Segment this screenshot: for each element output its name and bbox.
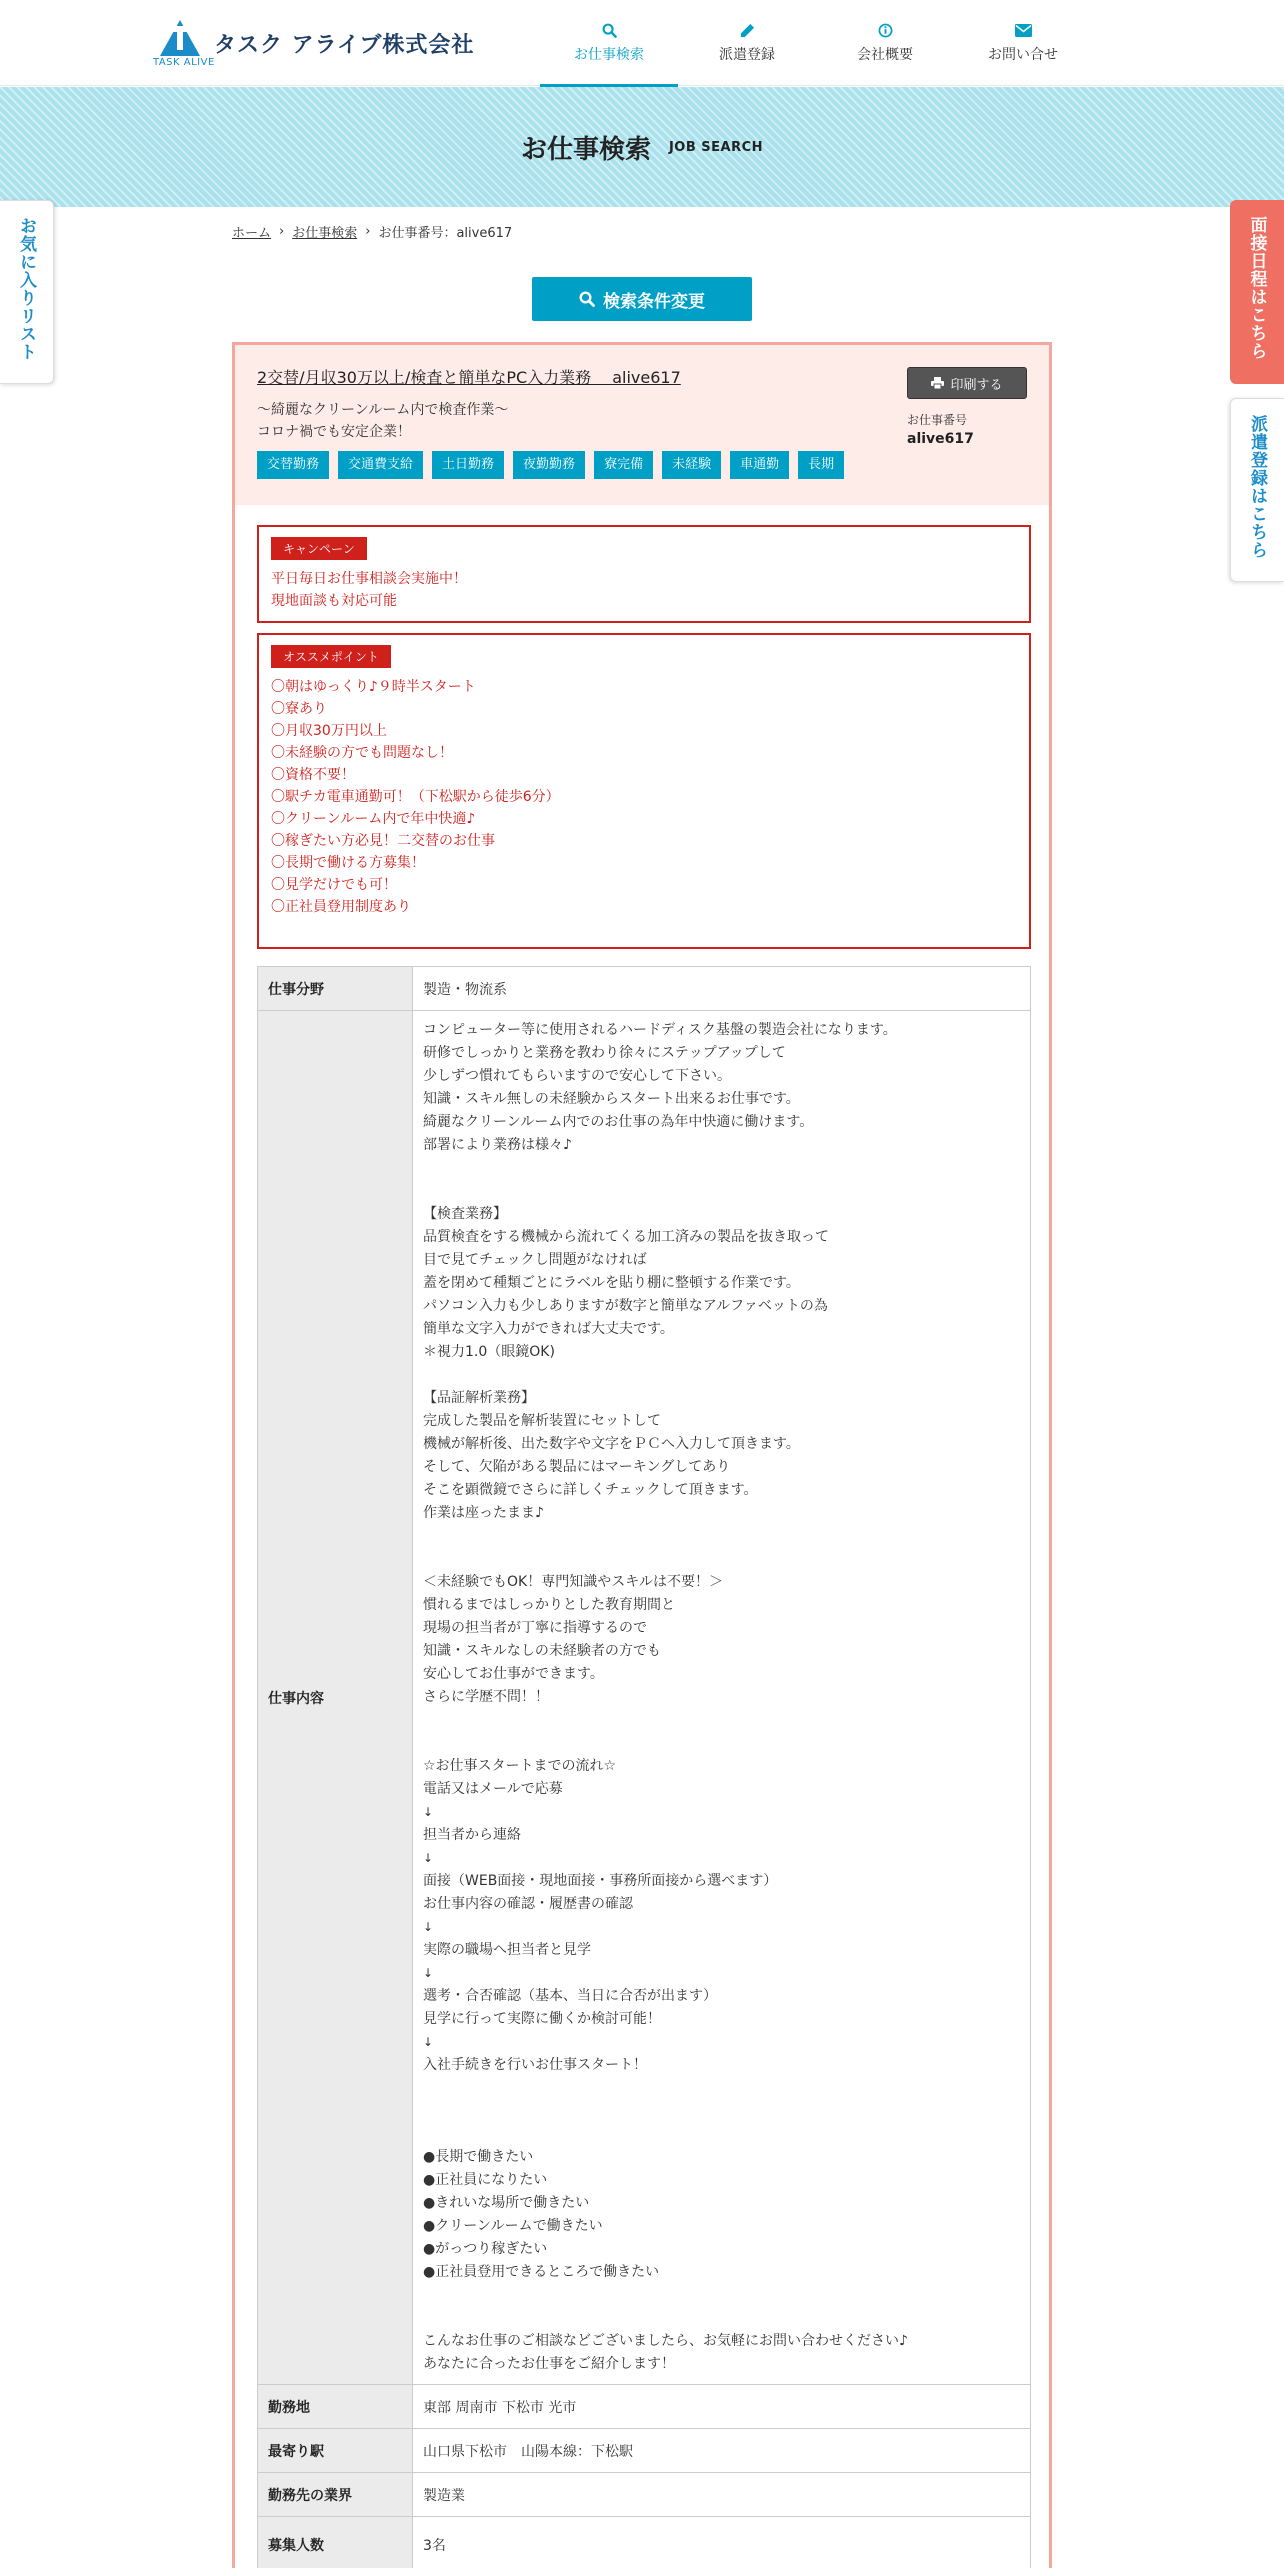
nav-company-profile[interactable] xyxy=(816,0,954,86)
search-icon xyxy=(579,291,595,307)
description-line: 知識・スキル無しの未経験からスタート出来るお仕事です。 xyxy=(423,1091,800,1107)
description-line: ↓ xyxy=(423,1920,434,1934)
job-subtitle-line: コロナ禍でも安定企業！ xyxy=(257,424,411,440)
breadcrumb-current: お仕事番号：alive617 xyxy=(378,226,513,241)
description-line xyxy=(423,1180,1020,1203)
nav-label: 会社概要 xyxy=(857,47,913,63)
table-row xyxy=(258,2473,1031,2517)
recommend-point: 〇正社員登用制度あり xyxy=(271,899,411,915)
description-line xyxy=(423,1548,1020,1571)
job-number: alive617 xyxy=(907,431,974,447)
recommend-point: 〇駅チカ電車通勤可！（下松駅から徒歩6分） xyxy=(271,789,560,805)
campaign-line: 現地面談も対応可能 xyxy=(271,593,397,609)
job-number-label: お仕事番号 xyxy=(907,413,968,427)
row-value: 製造業 xyxy=(413,2473,1031,2517)
description-line xyxy=(423,1157,1020,1180)
mail-icon xyxy=(1015,22,1032,38)
job-tag: 未経験 xyxy=(662,451,721,479)
print-button[interactable] xyxy=(907,367,1027,399)
row-label: 勤務先の業界 xyxy=(258,2473,413,2517)
logo-mark-icon xyxy=(158,18,202,58)
recommend-point: 〇資格不要！ xyxy=(271,767,355,783)
description-line: ↓ xyxy=(423,1805,434,1819)
description-line: 少しずつ慣れてもらいますので安心して下さい。 xyxy=(423,1068,731,1084)
description-line: ↓ xyxy=(423,2035,434,2049)
nav-label: お仕事検索 xyxy=(574,47,644,63)
description-line: お仕事内容の確認・履歴書の確認 xyxy=(423,1896,633,1912)
row-value xyxy=(413,1011,1031,2385)
description-line: さらに学歴不問！！ xyxy=(423,1689,549,1705)
description-line: ☆お仕事スタートまでの流れ☆ xyxy=(423,1758,617,1774)
recommend-point: 〇稼ぎたい方必見！二交替のお仕事 xyxy=(271,833,495,849)
description-line: 電話又はメールで応募 xyxy=(423,1781,563,1797)
table-row xyxy=(258,967,1031,1011)
description-line: 安心してお仕事ができます。 xyxy=(423,1666,604,1682)
description-line: 慣れるまではしっかりとした教育期間と xyxy=(423,1597,675,1613)
job-subtitle xyxy=(257,399,508,443)
description-line: 完成した製品を解析装置にセットして xyxy=(423,1413,661,1429)
description-line: 簡単な文字入力ができれば大丈夫です。 xyxy=(423,1321,674,1337)
description-line: 【検査業務】 xyxy=(423,1206,507,1222)
description-line xyxy=(423,2100,1020,2123)
description-line: ●クリーンルームで働きたい xyxy=(423,2218,603,2234)
description-line: こんなお仕事のご相談などございましたら、お気軽にお問い合わせください♪ xyxy=(423,2333,908,2349)
description-line xyxy=(423,2077,1020,2100)
description-line: ●正社員になりたい xyxy=(423,2172,548,2188)
description-line: 品質検査をする機械から流れてくる加工済みの製品を抜き取って xyxy=(423,1229,829,1245)
info-icon xyxy=(878,22,893,38)
description-line: 部署により業務は様々♪ xyxy=(423,1137,572,1153)
campaign-line: 平日毎日お仕事相談会実施中！ xyxy=(271,571,467,587)
description-line: 現場の担当者が丁寧に指導するので xyxy=(423,1620,647,1636)
job-card-header xyxy=(235,345,1049,505)
site-header xyxy=(0,0,1284,86)
job-tag: 車通勤 xyxy=(730,451,789,479)
recommend-point: 〇朝はゆっくり♪９時半スタート xyxy=(271,679,476,695)
description-line: コンピューター等に使用されるハードディスク基盤の製造会社になります。 xyxy=(423,1022,897,1038)
description-line: ＜未経験でもOK！専門知識やスキルは不要！＞ xyxy=(423,1574,724,1590)
table-row xyxy=(258,2385,1031,2429)
description-line: 実際の職場へ担当者と見学 xyxy=(423,1942,591,1958)
description-line: そして、欠陥がある製品にはマーキングしてあり xyxy=(423,1459,731,1475)
recommend-point: 〇寮あり xyxy=(271,701,327,717)
recommend-point: 〇未経験の方でも問題なし！ xyxy=(271,745,453,761)
main-nav xyxy=(540,0,1092,86)
campaign-label: キャンペーン xyxy=(271,537,367,560)
job-tag: 土日勤務 xyxy=(432,451,504,479)
nav-label: お問い合せ xyxy=(988,47,1058,63)
printer-icon xyxy=(931,377,944,389)
job-card xyxy=(232,342,1052,2568)
description-line: 入社手続きを行いお仕事スタート！ xyxy=(423,2057,647,2073)
description-line: 綺麗なクリーンルーム内でのお仕事の為年中快適に働けます。 xyxy=(423,1114,814,1130)
page-hero xyxy=(0,87,1284,207)
job-tag: 交替勤務 xyxy=(257,451,329,479)
page-title: お仕事検索 xyxy=(520,134,651,165)
row-label: 仕事分野 xyxy=(258,967,413,1011)
description-line: 機械が解析後、出た数字や文字をＰＣへ入力して頂きます。 xyxy=(423,1436,800,1452)
breadcrumb-home[interactable]: ホーム xyxy=(232,226,272,241)
description-line: 研修でしっかりと業務を教わり徐々にステップアップして xyxy=(423,1045,786,1061)
favorites-list-label: お気に入りリスト xyxy=(16,217,36,361)
nav-contact[interactable] xyxy=(954,0,1092,86)
job-description xyxy=(423,1019,1020,2376)
table-row xyxy=(258,2429,1031,2473)
nav-label: 派遣登録 xyxy=(719,47,775,63)
description-line: ●正社員登用できるところで働きたい xyxy=(423,2264,660,2280)
description-line xyxy=(423,2307,1020,2330)
description-line: パソコン入力も少しありますが数字と簡単なアルファベットの為 xyxy=(423,1298,828,1314)
job-title[interactable]: 2交替/月収30万以上/検査と簡単なPC入力業務 alive617 xyxy=(257,368,681,387)
nav-dispatch-register[interactable] xyxy=(678,0,816,86)
job-tag: 夜勤勤務 xyxy=(513,451,585,479)
interview-schedule-tab[interactable] xyxy=(1230,200,1284,384)
description-line: そこを顕微鏡でさらに詳しくチェックして頂きます。 xyxy=(423,1482,758,1498)
favorites-list-tab[interactable] xyxy=(0,200,54,384)
description-line: あなたに合ったお仕事をご紹介します！ xyxy=(423,2356,675,2372)
description-line: ＊視力1.0（眼鏡OK) xyxy=(423,1344,555,1360)
breadcrumb-job-search[interactable]: お仕事検索 xyxy=(292,226,358,241)
job-details-table xyxy=(257,966,1031,2568)
description-line: ↓ xyxy=(423,1966,434,1980)
logo-subtitle: TASK ALIVE xyxy=(153,57,215,68)
description-line: 知識・スキルなしの未経験者の方でも xyxy=(423,1643,661,1659)
row-value: 製造・物流系 xyxy=(413,967,1031,1011)
change-search-button[interactable] xyxy=(532,277,752,321)
description-line: 蓋を閉めて種類ごとにラベルを貼り棚に整頓する作業です。 xyxy=(423,1275,800,1291)
job-subtitle-line: ～綺麗なクリーンルーム内で検査作業～ xyxy=(257,402,509,418)
recommend-point: 〇クリーンルーム内で年中快適♪ xyxy=(271,811,476,827)
description-line xyxy=(423,1709,1020,1732)
job-tags xyxy=(257,451,844,479)
company-logo[interactable] xyxy=(150,18,475,70)
row-label: 募集人数 xyxy=(258,2517,413,2568)
logo-text: タスク アライブ株式会社 xyxy=(214,33,475,58)
row-label: 仕事内容 xyxy=(258,1011,413,2385)
description-line: ●がっつり稼ぎたい xyxy=(423,2241,548,2257)
description-line: 見学に行って実際に働くか検討可能！ xyxy=(423,2011,661,2027)
description-line: 選考・合否確認（基本、当日に合否が出ます） xyxy=(423,1988,717,2004)
row-value: 3名 xyxy=(413,2517,1031,2568)
row-label: 勤務地 xyxy=(258,2385,413,2429)
description-line xyxy=(423,1732,1020,1755)
table-row xyxy=(258,2517,1031,2568)
recommend-point: 〇見学だけでも可！ xyxy=(271,877,397,893)
recommend-list xyxy=(271,676,1017,918)
search-icon xyxy=(602,22,617,38)
chevron-right-icon: › xyxy=(365,224,371,239)
job-tag: 交通費支給 xyxy=(338,451,423,479)
job-tag: 長期 xyxy=(798,451,844,479)
description-line: 目で見てチェックし問題がなければ xyxy=(423,1252,647,1268)
print-label: 印刷する xyxy=(950,377,1003,393)
change-search-label: 検索条件変更 xyxy=(603,291,705,312)
job-tag: 寮完備 xyxy=(594,451,653,479)
row-value: 東部 周南市 下松市 光市 xyxy=(413,2385,1031,2429)
breadcrumb xyxy=(232,222,512,241)
description-line: ↓ xyxy=(423,1851,434,1865)
dispatch-register-tab[interactable] xyxy=(1230,398,1284,582)
description-line xyxy=(423,2284,1020,2307)
chevron-right-icon: › xyxy=(279,224,285,239)
page-subtitle: JOB SEARCH xyxy=(668,139,764,155)
nav-job-search[interactable] xyxy=(540,0,678,86)
pencil-icon xyxy=(740,22,755,38)
campaign-box xyxy=(257,525,1031,623)
description-line xyxy=(423,1525,1020,1548)
recommend-point: 〇月収30万円以上 xyxy=(271,723,387,739)
table-row xyxy=(258,1011,1031,2385)
description-line: ●きれいな場所で働きたい xyxy=(423,2195,590,2211)
recommend-label: オススメポイント xyxy=(271,645,391,668)
row-label: 最寄り駅 xyxy=(258,2429,413,2473)
description-line: 担当者から連絡 xyxy=(423,1827,521,1843)
description-line xyxy=(423,2123,1020,2146)
dispatch-register-label: 派遣登録はこちら xyxy=(1247,415,1267,559)
row-value: 山口県下松市 山陽本線：下松駅 xyxy=(413,2429,1031,2473)
recommend-point: 〇長期で働ける方募集！ xyxy=(271,855,425,871)
interview-schedule-label: 面接日程はこちら xyxy=(1246,216,1267,360)
recommend-box xyxy=(257,633,1031,949)
description-line: 【品証解析業務】 xyxy=(423,1390,535,1406)
description-line: 面接（WEB面接・現地面接・事務所面接から選べます） xyxy=(423,1873,778,1889)
description-line xyxy=(423,1364,1020,1387)
description-line: 作業は座ったまま♪ xyxy=(423,1505,544,1521)
description-line: ●長期で働きたい xyxy=(423,2149,534,2165)
